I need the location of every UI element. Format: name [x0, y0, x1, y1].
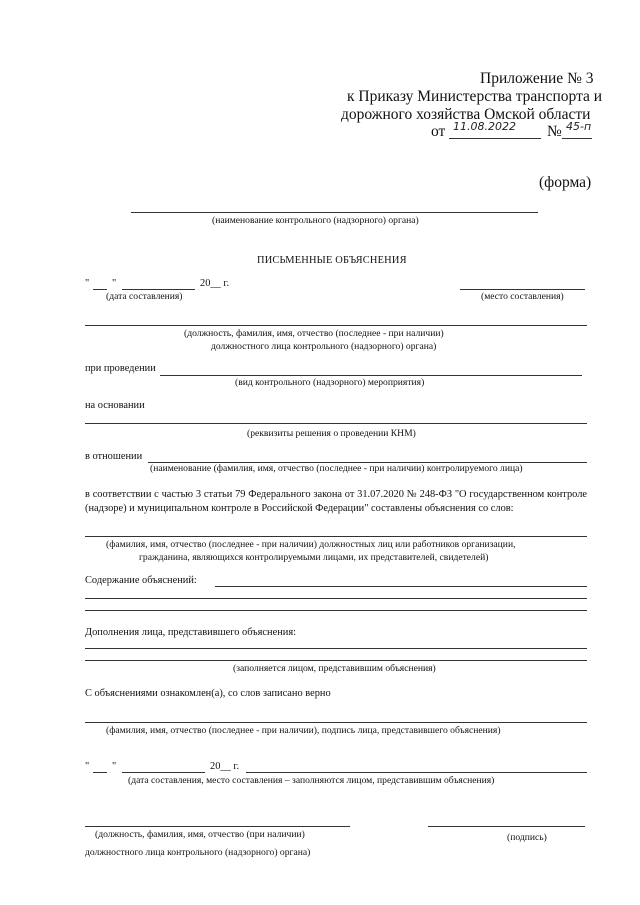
- basis-label: на основании: [85, 400, 145, 411]
- date-year: 20__ г.: [200, 278, 230, 289]
- number-underline: [562, 138, 592, 139]
- official-caption-1: (должность, фамилия, имя, отчество (последнее - при наличии): [184, 328, 444, 339]
- month2-line: [122, 772, 205, 773]
- acquainted-text: С объяснениями ознакомлен(а), со слов записано верно: [85, 688, 331, 699]
- appendix-order-line: к Приказу Министерства транспорта и: [347, 88, 603, 105]
- appendix-number: Приложение № 3: [480, 70, 594, 87]
- additions-line-2: [85, 660, 587, 661]
- decision-caption: (реквизиты решения о проведении КНМ): [247, 428, 416, 439]
- sign-line: [85, 722, 587, 723]
- date-underline: [449, 138, 541, 139]
- content-label: Содержание объяснений:: [85, 575, 197, 586]
- persons-caption-1: (фамилия, имя, отчество (последнее - при наличии) должностных лиц или работников организации,: [106, 539, 516, 550]
- date2-place-line: [246, 772, 587, 773]
- document-title: ПИСЬМЕННЫЕ ОБЪЯСНЕНИЯ: [257, 255, 407, 266]
- additions-label: Дополнения лица, представившего объяснения:: [85, 627, 297, 638]
- law-paragraph: в соответствии с частью 3 статьи 79 Федерального закона от 31.07.2020 № 248-ФЗ "О государственном контроле (надзоре) и муниципальном контроле в Российской Федерации" составлены объяснения со слов:: [85, 489, 587, 514]
- controlled-caption: (наименование (фамилия, имя, отчество (последнее - при наличии) контролируемого лица): [150, 463, 523, 474]
- handwritten-date: 11.08.2022: [453, 120, 516, 133]
- basis-line: [85, 423, 587, 424]
- sign-caption: (фамилия, имя, отчество (последнее - при наличии), подпись лица, представившего объяснения): [106, 725, 501, 736]
- official-line: [85, 325, 587, 326]
- date2-quote-open: ": [85, 761, 90, 772]
- conduct-line: [160, 375, 582, 376]
- content-line-3: [85, 610, 587, 611]
- form-label: (форма): [539, 174, 592, 191]
- day-line: [93, 289, 107, 290]
- filled-caption: (заполняется лицом, представившим объяснения): [233, 663, 436, 674]
- footer-signature-caption: (подпись): [507, 832, 547, 843]
- date-quote-open: ": [85, 278, 90, 289]
- date2-year: 20__ г.: [210, 761, 240, 772]
- month-line: [122, 289, 195, 290]
- footer-official-caption-1: (должность, фамилия, имя, отчество (при наличии): [95, 829, 305, 840]
- event-caption: (вид контрольного (надзорного) мероприятия): [235, 377, 425, 388]
- from-label: от: [431, 123, 446, 140]
- content-line-2: [85, 598, 587, 599]
- persons-caption-2: гражданина, являющихся контролируемыми лицами, их представителей, свидетелей): [139, 552, 489, 563]
- date-caption: (дата составления): [106, 291, 183, 302]
- date-quote-close: ": [112, 278, 117, 289]
- footer-signature-line: [428, 826, 585, 827]
- regarding-label: в отношении: [85, 451, 143, 462]
- handwritten-number: 45-п: [566, 120, 592, 133]
- persons-line: [85, 536, 587, 537]
- organ-name-line: [131, 212, 538, 213]
- conduct-label: при проведении: [85, 363, 156, 374]
- additions-line-1: [85, 648, 587, 649]
- official-caption-2: должностного лица контрольного (надзорного) органа): [211, 341, 437, 352]
- footer-official-line: [85, 826, 350, 827]
- place-line: [460, 289, 585, 290]
- date2-quote-close: ": [112, 761, 117, 772]
- number-label: №: [547, 123, 562, 140]
- footer-official-caption-2: должностного лица контрольного (надзорного) органа): [85, 847, 311, 858]
- appendix-ministry-line: дорожного хозяйства Омской области: [341, 106, 591, 123]
- date2-caption: (дата составления, место составления – заполняются лицом, представившим объяснения): [128, 775, 495, 786]
- organ-caption: (наименование контрольного (надзорного) органа): [212, 215, 419, 226]
- place-caption: (место составления): [481, 291, 564, 302]
- day2-line: [93, 772, 107, 773]
- content-line-1: [215, 586, 587, 587]
